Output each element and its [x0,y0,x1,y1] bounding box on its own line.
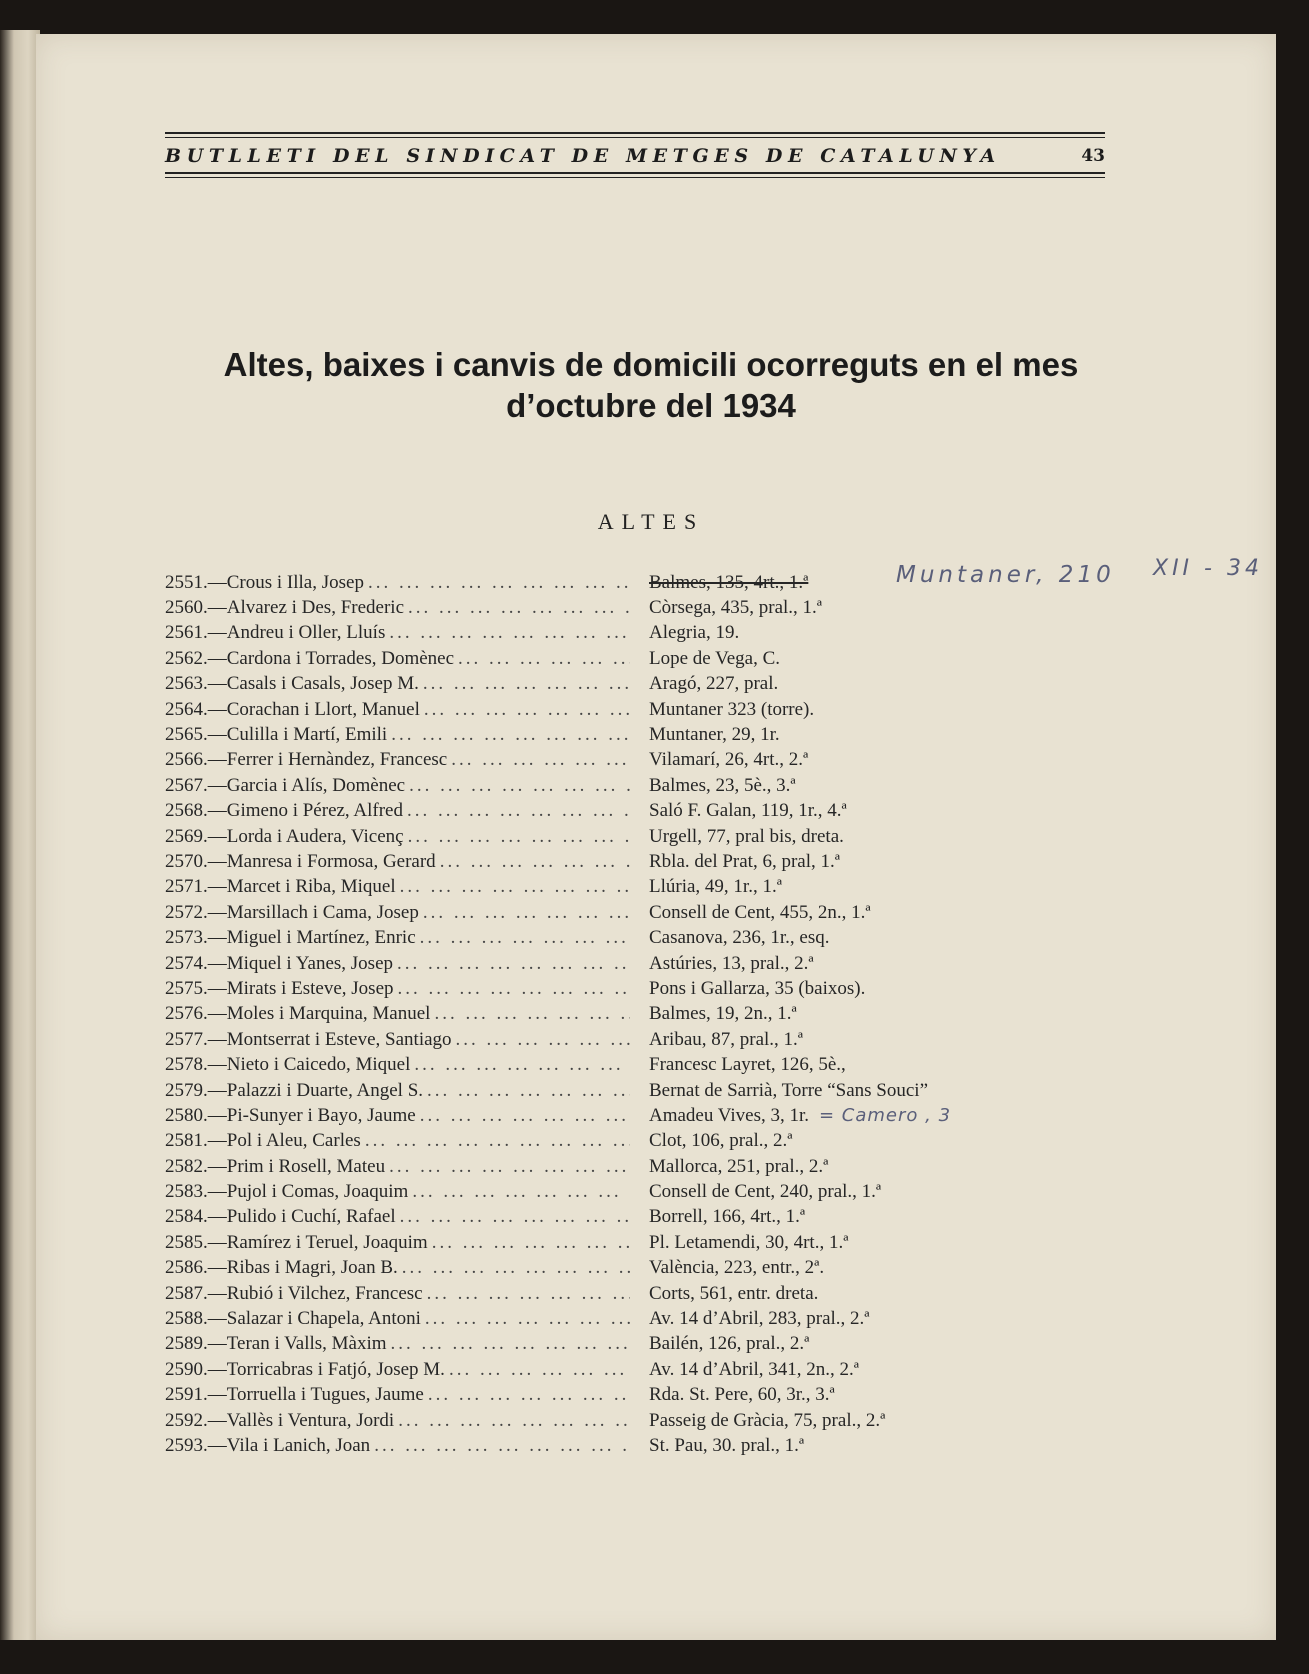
leader-dots [368,572,630,594]
entry-address-text: Passeig de Gràcia, 75, pral., 2.ª [649,1409,886,1431]
entry-address-text: Muntaner 323 (torre). [649,698,815,720]
leader-dots [389,1156,630,1178]
list-item [165,697,1165,722]
handwritten-address-note: Muntaner, 210 [896,562,1115,588]
handwritten-camero-note: = Camero , 3 [819,1105,952,1127]
list-item [165,976,1165,1001]
entry-address [630,1080,928,1102]
entry-address-text: Llúria, 49, 1r., 1.ª [649,876,782,898]
list-item [165,1332,1165,1357]
leader-dots [428,1384,630,1406]
entry-name [165,851,630,873]
entry-address [630,622,739,644]
leader-dots [432,1232,630,1254]
list-item [165,1052,1165,1077]
list-item [165,1383,1165,1408]
list-item [165,748,1165,773]
entry-name-text: 2578.—Nieto i Caicedo, Miquel [165,1054,411,1076]
entry-address-text: Rda. St. Pere, 60, 3r., 3.ª [649,1384,835,1406]
entry-address [630,826,844,848]
entry-address [630,902,871,924]
entry-address-text: Balmes, 135, 4rt., 1.ª [649,571,809,593]
entry-name-text: 2590.—Torricabras i Fatjó, Josep M. [165,1358,445,1380]
entry-name [165,1029,630,1051]
entry-name-text: 2589.—Teran i Valls, Màxim [165,1333,387,1355]
leader-dots [374,1435,630,1457]
entry-address-text: Corts, 561, entr. dreta. [649,1282,819,1304]
leader-dots [427,1283,630,1305]
entry-address [630,800,847,822]
list-item [165,824,1165,849]
entry-name [165,826,630,848]
leader-dots [400,1206,630,1228]
entry-name [165,1105,630,1127]
entry-address [630,749,808,771]
entry-address-text: Bailén, 126, pral., 2.ª [649,1333,810,1355]
header-rule-bottom [165,172,1105,174]
entry-address-text: Mallorca, 251, pral., 2.ª [649,1155,829,1177]
leader-dots [458,648,630,670]
list-item [165,621,1165,646]
list-item [165,1281,1165,1306]
leader-dots [420,927,630,949]
entry-name-text: 2571.—Marcet i Riba, Miquel [165,876,396,898]
entry-name-text: 2570.—Manresa i Formosa, Gerard [165,850,436,872]
leader-dots [402,1257,630,1279]
leader-dots [408,826,630,848]
entry-name-text: 2566.—Ferrer i Hernàndez, Francesc [165,749,448,771]
entry-name-text: 2572.—Marsillach i Cama, Josep [165,901,419,923]
entry-name-text: 2575.—Mirats i Esteve, Josep [165,977,394,999]
entry-address [630,724,780,746]
list-item [165,1154,1165,1179]
list-item [165,875,1165,900]
entry-name [165,597,630,619]
entry-name-text: 2569.—Lorda i Audera, Vicenç [165,825,404,847]
title-line-2: d’octubre del 1934 [506,387,796,424]
entry-name-text: 2567.—Garcia i Alís, Domènec [165,774,406,796]
document-page [36,34,1276,1640]
running-header [165,132,1105,181]
entry-name-text: 2563.—Casals i Casals, Josep M. [165,673,419,695]
entry-address-text: Av. 14 d’Abril, 341, 2n., 2.ª [649,1358,860,1380]
entry-name-text: 2576.—Moles i Marquina, Manuel [165,1003,431,1025]
list-item [165,1408,1165,1433]
entry-address [630,1029,803,1051]
entry-address-text: Aribau, 87, pral., 1.ª [649,1028,804,1050]
entry-address-text: Casanova, 236, 1r., esq. [649,927,830,949]
leader-dots [407,800,630,822]
entry-name [165,800,630,822]
entry-name-text: 2584.—Pulido i Cuchí, Rafael [165,1206,396,1228]
entry-address-text: Consell de Cent, 240, pral., 1.ª [649,1181,882,1203]
entry-name-text: 2581.—Pol i Aleu, Carles [165,1130,361,1152]
entry-name [165,673,630,695]
handwritten-date-note: XII - 34 [1153,556,1263,581]
leader-dots [398,1410,630,1432]
entry-address [630,673,778,695]
entry-name-text: 2565.—Culilla i Martí, Emili [165,724,388,746]
entry-address-text: Francesc Layret, 126, 5è., [649,1054,846,1076]
entry-name [165,1435,630,1457]
leader-dots [408,597,630,619]
entry-address-text: Bernat de Sarrià, Torre “Sans Souci” [649,1079,929,1101]
entry-address-text: Alegria, 19. [649,622,740,644]
entry-name-text: 2580.—Pi-Sunyer i Bayo, Jaume [165,1104,416,1126]
entry-name [165,927,630,949]
entry-address [630,978,865,1000]
leader-dots [440,851,630,873]
entry-address [630,1105,809,1127]
entry-name-text: 2551.—Crous i Illa, Josep [165,571,364,593]
article-title [156,344,1146,426]
entry-name-text: 2587.—Rubió i Vilchez, Francesc [165,1282,423,1304]
entry-name-text: 2568.—Gimeno i Pérez, Alfred [165,800,403,822]
entry-address [630,1130,793,1152]
entry-name-text: 2562.—Cardona i Torrades, Domènec [165,647,455,669]
entry-name [165,699,630,721]
leader-dots [398,978,630,1000]
entry-address-text: València, 223, entr., 2ª. [649,1257,825,1279]
leader-dots [391,1333,630,1355]
list-item [165,722,1165,747]
entry-address [630,1333,809,1355]
entry-name [165,622,630,644]
entry-name-text: 2591.—Torruella i Tugues, Jaume [165,1384,424,1406]
leader-dots [456,1029,630,1051]
entry-name [165,749,630,771]
entry-address [630,648,780,670]
list-item [165,1433,1165,1458]
entry-name-text: 2579.—Palazzi i Duarte, Angel S. [165,1079,424,1101]
entry-name [165,1003,630,1025]
entry-name [165,1156,630,1178]
list-item [165,900,1165,925]
list-item [165,1103,1165,1128]
leader-dots [397,953,630,975]
entry-address-text: St. Pau, 30. pral., 1.ª [649,1434,805,1456]
list-item [165,1002,1165,1027]
entry-address [630,876,782,898]
title-line-1: Altes, baixes i canvis de domicili ocorreguts en el mes [223,346,1079,383]
entry-name [165,1308,630,1330]
entry-address [630,1181,881,1203]
entry-address [630,1308,870,1330]
list-item [165,1129,1165,1154]
entry-address-text: Borrell, 166, 4rt., 1.ª [649,1206,806,1228]
header-rule-bottom-thin [165,177,1105,178]
leader-dots [424,699,630,721]
journal-title: BUTLLETI DEL SINDICAT DE METGES DE CATALUNYA [165,145,1001,167]
entry-address [630,953,814,975]
entry-address [630,1003,797,1025]
entry-name [165,1410,630,1432]
entry-address-text: Clot, 106, pral., 2.ª [649,1130,793,1152]
entry-name-text: 2573.—Miguel i Martínez, Enric [165,927,416,949]
entry-name [165,902,630,924]
leader-dots [427,1080,630,1102]
leader-dots [423,902,630,924]
leader-dots [400,876,630,898]
entry-name-text: 2582.—Prim i Rosell, Mateu [165,1155,386,1177]
entry-name [165,978,630,1000]
entry-address [630,699,814,721]
leader-dots [412,1181,630,1203]
list-item [165,925,1165,950]
leader-dots [414,1054,630,1076]
header-rule-top-thin [165,137,1105,138]
entry-address [630,572,808,594]
entry-address-text: Saló F. Galan, 119, 1r., 4.ª [649,800,847,822]
entry-address-text: Còrsega, 435, pral., 1.ª [649,597,823,619]
entry-name-text: 2586.—Ribas i Magri, Joan B. [165,1257,398,1279]
entry-name [165,1257,630,1279]
entry-address [630,597,822,619]
entry-address [630,927,829,949]
entry-address [630,1359,859,1381]
entry-name [165,1130,630,1152]
entry-address-text: Balmes, 19, 2n., 1.ª [649,1003,797,1025]
entry-address-text: Consell de Cent, 455, 2n., 1.ª [649,901,871,923]
entry-name [165,1359,630,1381]
entry-name-text: 2593.—Vila i Lanich, Joan [165,1434,371,1456]
list-item [165,849,1165,874]
list-item [165,1078,1165,1103]
entry-name-text: 2585.—Ramírez i Teruel, Joaquim [165,1231,428,1253]
list-item [165,595,1165,620]
page-number: 43 [1081,146,1105,166]
book-spine [0,30,40,1640]
list-item [165,1179,1165,1204]
leader-dots [434,1003,630,1025]
leader-dots [389,622,630,644]
entry-address [630,1410,885,1432]
entry-address [630,1232,848,1254]
entry-address-text: Av. 14 d’Abril, 283, pral., 2.ª [649,1308,870,1330]
header-text [165,141,1105,172]
entry-name [165,1232,630,1254]
entry-name-text: 2588.—Salazar i Chapela, Antoni [165,1308,421,1330]
entry-name [165,1206,630,1228]
entry-address-text: Urgell, 77, pral bis, dreta. [649,825,844,847]
entry-name [165,648,630,670]
entry-address [630,851,840,873]
list-item [165,1205,1165,1230]
list-item [165,773,1165,798]
entry-name-text: 2583.—Pujol i Comas, Joaquim [165,1181,409,1203]
entry-name-text: 2592.—Vallès i Ventura, Jordi [165,1409,395,1431]
entry-name [165,953,630,975]
entry-address [630,1435,804,1457]
leader-dots [451,749,630,771]
list-item [165,799,1165,824]
leader-dots [409,775,630,797]
entry-address-text: Aragó, 227, pral. [649,673,779,695]
entry-address [630,1206,805,1228]
leader-dots [449,1359,630,1381]
entry-name [165,1054,630,1076]
entry-address [630,1257,824,1279]
entry-address-text: Pons i Gallarza, 35 (baixos). [649,977,866,999]
leader-dots [365,1130,630,1152]
entry-name-text: 2574.—Miquel i Yanes, Josep [165,952,394,974]
list-item [165,1027,1165,1052]
leader-dots [420,1105,630,1127]
list-item [165,646,1165,671]
entry-name [165,1384,630,1406]
entry-address-text: Rbla. del Prat, 6, pral, 1.ª [649,850,840,872]
entry-name [165,775,630,797]
entry-address-text: Pl. Letamendi, 30, 4rt., 1.ª [649,1231,849,1253]
list-item [165,1230,1165,1255]
entry-address [630,1283,818,1305]
entries-list [165,570,1165,1459]
entry-address-text: Lope de Vega, C. [649,647,781,669]
entry-name [165,572,630,594]
entry-address-text: Amadeu Vives, 3, 1r. [649,1104,809,1126]
leader-dots [391,724,630,746]
entry-name [165,1333,630,1355]
entry-name [165,1181,630,1203]
entry-address [630,1384,835,1406]
list-item [165,672,1165,697]
entry-address-text: Balmes, 23, 5è., 3.ª [649,774,796,796]
entry-name [165,1080,630,1102]
leader-dots [423,673,630,695]
leader-dots [425,1308,630,1330]
entry-name-text: 2561.—Andreu i Oller, Lluís [165,622,386,644]
entry-name [165,724,630,746]
entry-address [630,1156,828,1178]
header-rule-top [165,132,1105,134]
list-item [165,1357,1165,1382]
entry-name [165,876,630,898]
list-item [165,1306,1165,1331]
entry-name-text: 2564.—Corachan i Llort, Manuel [165,698,420,720]
section-heading: ALTES [597,509,705,534]
list-item [165,1256,1165,1281]
list-item [165,951,1165,976]
entry-name-text: 2560.—Alvarez i Des, Frederic [165,597,405,619]
entry-address-text: Astúries, 13, pral., 2.ª [649,952,814,974]
entry-address [630,1054,846,1076]
entry-address-text: Vilamarí, 26, 4rt., 2.ª [649,749,809,771]
entry-address-text: Muntaner, 29, 1r. [649,724,780,746]
entry-address [630,775,796,797]
entry-name-text: 2577.—Montserrat i Esteve, Santiago [165,1028,452,1050]
entry-name [165,1283,630,1305]
